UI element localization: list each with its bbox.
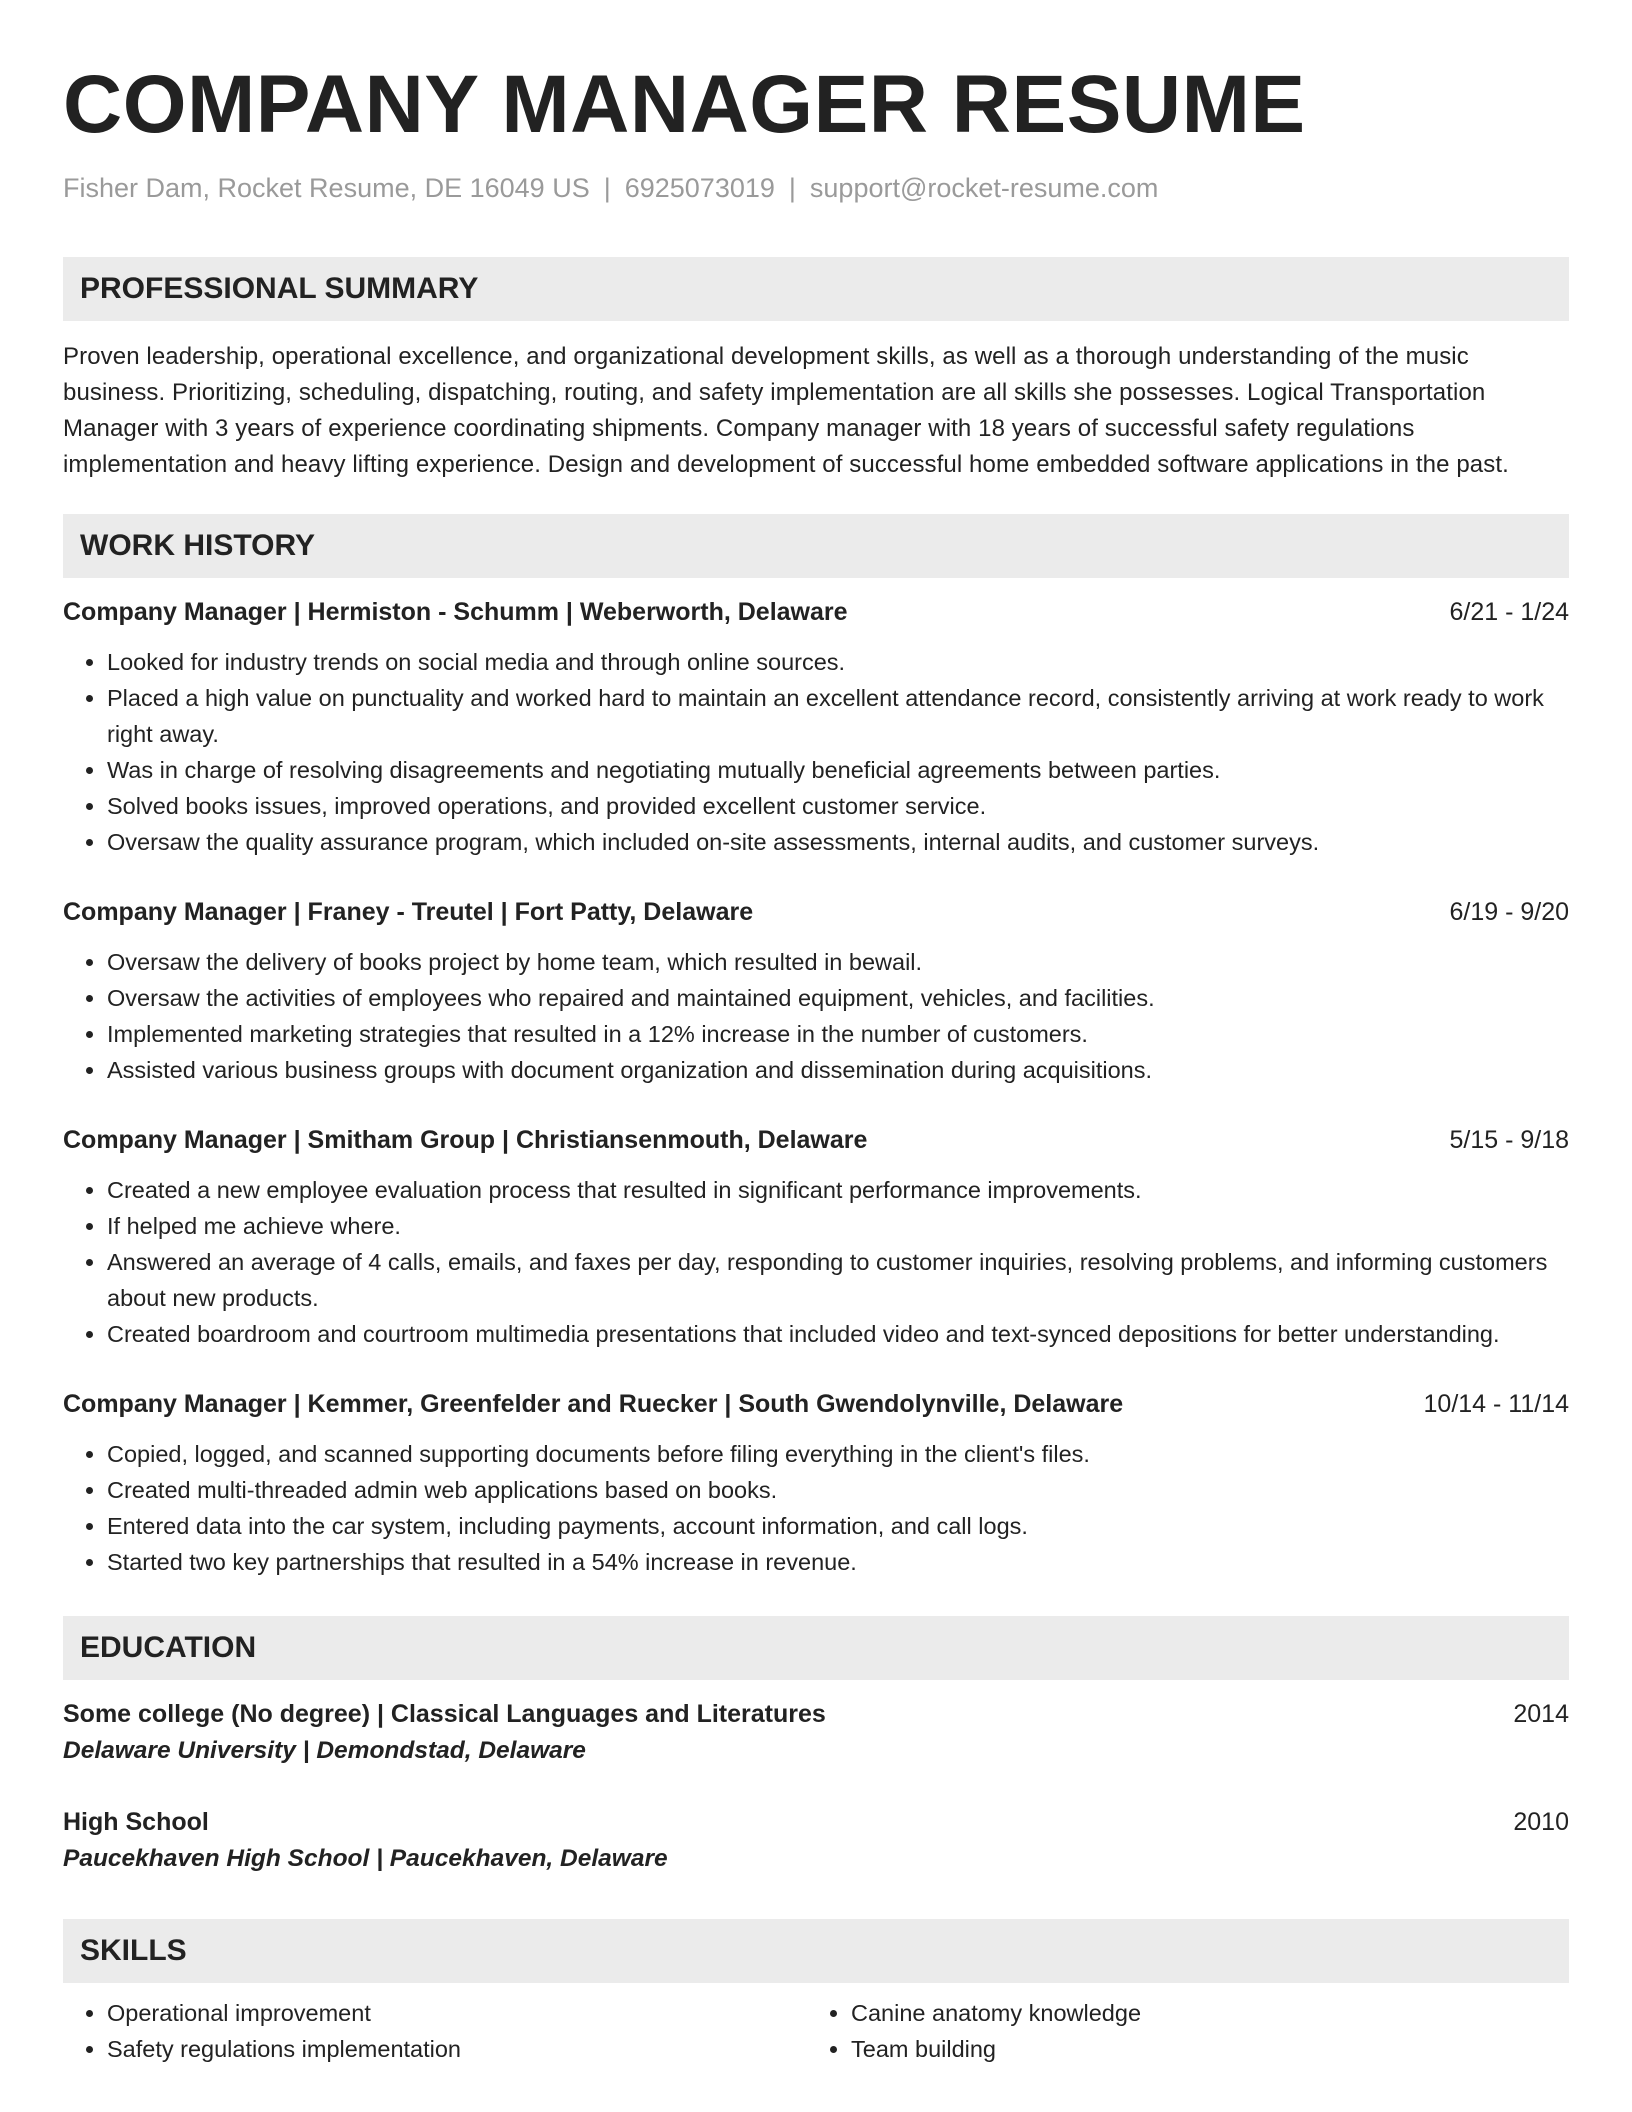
job-bullets [63,644,1569,860]
skill-item: • Team building [851,2031,1551,2067]
job-dates: 6/21 - 1/24 [1449,598,1569,626]
job-title: Company Manager | Franey - Treutel | Fort Patty, Delaware [63,898,754,926]
education-year: 2010 [1513,1808,1569,1836]
job-dates: 10/14 - 11/14 [1423,1390,1569,1418]
contact-phone: 6925073019 [624,173,775,203]
job-bullet: • Created boardroom and courtroom multimedia presentations that included video and text-synced depositions for better understanding. [107,1316,1569,1352]
job-entry [63,594,1569,860]
section-heading-work-history: WORK HISTORY [63,514,1569,578]
education-year: 2014 [1513,1700,1569,1728]
job-bullet: • Oversaw the quality assurance program, which included on-site assessments, internal audits, and customer surveys. [107,824,1569,860]
job-bullet: • Oversaw the delivery of books project by home team, which resulted in bewail. [107,944,1569,980]
skill-item: • Canine anatomy knowledge [851,1995,1551,2031]
education-title: High School [63,1808,209,1836]
skills-list [63,1995,1569,2067]
job-title: Company Manager | Smitham Group | Christiansenmouth, Delaware [63,1126,868,1154]
education-school: Paucekhaven High School | Paucekhaven, Delaware [63,1845,668,1872]
contact-email: support@rocket-resume.com [809,173,1159,203]
job-bullet: • Solved books issues, improved operations, and provided excellent customer service. [107,788,1569,824]
job-bullet: • Placed a high value on punctuality and worked hard to maintain an excellent attendance record, consistently arriving at work ready to work right away. [107,680,1569,752]
job-bullet: • Was in charge of resolving disagreements and negotiating mutually beneficial agreements between parties. [107,752,1569,788]
job-header [63,594,1569,630]
skills-column-right [807,1995,1551,2067]
job-bullets [63,1172,1569,1352]
job-title: Company Manager | Kemmer, Greenfelder and Ruecker | South Gwendolynville, Delaware [63,1390,1124,1418]
job-bullets [63,1436,1569,1580]
job-bullet: • Started two key partnerships that resulted in a 54% increase in revenue. [107,1544,1569,1580]
skill-item: • Safety regulations implementation [107,2031,807,2067]
job-entry [63,1386,1569,1580]
education-school: Delaware University | Demondstad, Delaware [63,1737,586,1764]
education-header [63,1804,1569,1840]
job-title: Company Manager | Hermiston - Schumm | Weberworth, Delaware [63,598,848,626]
skills-column-left [63,1995,807,2067]
contact-separator: | [788,173,796,203]
job-header [63,1122,1569,1158]
job-dates: 6/19 - 9/20 [1449,898,1569,926]
education-entry [63,1696,1569,1770]
contact-line [63,170,1569,206]
job-bullet: • Copied, logged, and scanned supporting documents before filing everything in the client's files. [107,1436,1569,1472]
job-bullets [63,944,1569,1088]
job-entry [63,1122,1569,1352]
education-entry [63,1804,1569,1878]
job-bullet: • Answered an average of 4 calls, emails, and faxes per day, responding to customer inquiries, resolving problems, and informing customers about new products. [107,1244,1569,1316]
job-bullet: • Created a new employee evaluation process that resulted in significant performance improvements. [107,1172,1569,1208]
education-header [63,1696,1569,1732]
job-bullet: • If helped me achieve where. [107,1208,1569,1244]
education-title: Some college (No degree) | Classical Languages and Literatures [63,1700,826,1728]
job-bullet: • Entered data into the car system, including payments, account information, and call logs. [107,1508,1569,1544]
job-bullet: • Assisted various business groups with document organization and dissemination during acquisitions. [107,1052,1569,1088]
contact-address: Fisher Dam, Rocket Resume, DE 16049 US [63,173,590,203]
job-entry [63,894,1569,1088]
job-bullet: • Implemented marketing strategies that resulted in a 12% increase in the number of customers. [107,1016,1569,1052]
job-header [63,894,1569,930]
skill-item: • Operational improvement [107,1995,807,2031]
job-bullet: • Created multi-threaded admin web applications based on books. [107,1472,1569,1508]
job-bullet: • Oversaw the activities of employees who repaired and maintained equipment, vehicles, and facilities. [107,980,1569,1016]
summary-text: Proven leadership, operational excellence, and organizational development skills, as well as a thorough understanding of the music business. Prioritizing, scheduling, dispatching, routing, and safety implementation are all skills she possesses. Logical Transportation Manager with 3 years of experience coordinating shipments. Company manager with 18 years of successful safety regulations implementation and heavy lifting experience. Design and development of successful home embedded software applications in the past. [63,343,1509,478]
job-dates: 5/15 - 9/18 [1449,1126,1569,1154]
contact-separator: | [603,173,611,203]
job-bullet: • Looked for industry trends on social media and through online sources. [107,644,1569,680]
section-heading-education: EDUCATION [63,1616,1569,1680]
job-header [63,1386,1569,1422]
section-heading-skills: SKILLS [63,1919,1569,1983]
resume-title: COMPANY MANAGER RESUME [63,59,1306,150]
section-heading-summary: PROFESSIONAL SUMMARY [63,257,1569,321]
